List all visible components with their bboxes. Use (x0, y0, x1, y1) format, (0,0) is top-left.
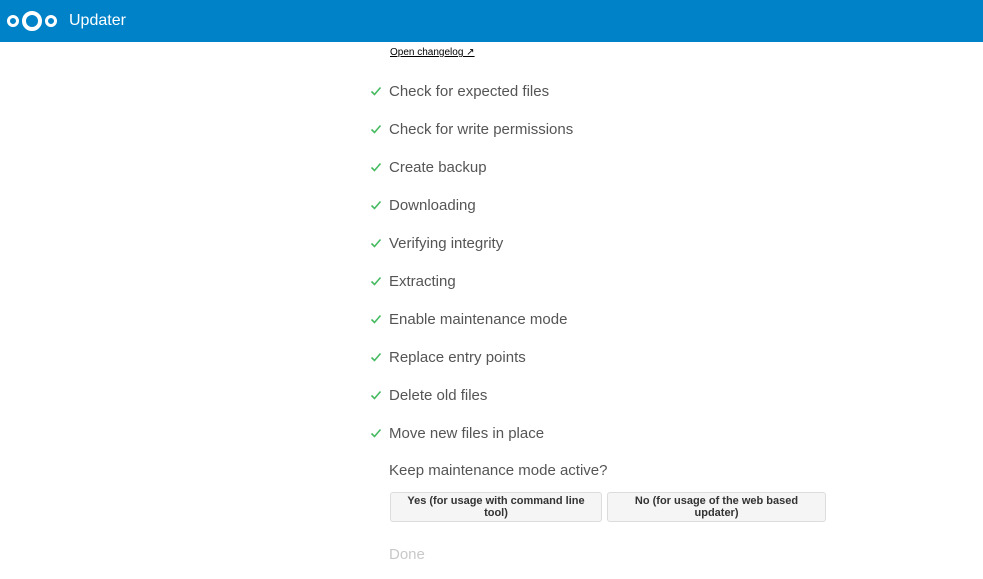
checkmark-icon (370, 351, 382, 363)
checkmark-icon (370, 275, 382, 287)
checkmark-icon (370, 237, 382, 249)
step-label: Enable maintenance mode (389, 310, 568, 328)
step-label: Extracting (389, 272, 456, 290)
checkmark-icon (370, 161, 382, 173)
step-create-backup (370, 157, 487, 177)
checkmark-icon (370, 199, 382, 211)
step-label: Downloading (389, 196, 476, 214)
open-changelog-link[interactable]: Open changelog ↗ (390, 47, 475, 58)
checkmark-icon (370, 85, 382, 97)
nextcloud-logo-icon (6, 9, 58, 33)
step-check-expected-files (370, 81, 549, 101)
step-label: Check for expected files (389, 82, 550, 100)
step-replace-entry-points (370, 347, 526, 367)
step-label: Move new files in place (389, 424, 545, 442)
step-check-write-permissions (370, 119, 573, 139)
step-verifying-integrity (370, 233, 503, 253)
app-header (0, 0, 983, 42)
step-delete-old-files (370, 385, 487, 405)
step-enable-maintenance-mode (370, 309, 567, 329)
checkmark-icon (370, 427, 382, 439)
step-extracting (370, 271, 456, 291)
step-label: Delete old files (389, 386, 488, 404)
checkmark-icon (370, 389, 382, 401)
keep-maintenance-no-button[interactable]: No (for usage of the web based updater) (607, 492, 826, 522)
app-title: Updater (69, 12, 126, 29)
step-label: Replace entry points (389, 348, 526, 366)
maintenance-question: Keep maintenance mode active? (389, 462, 608, 479)
checkmark-icon (370, 123, 382, 135)
checkmark-icon (370, 313, 382, 325)
step-label: Create backup (389, 158, 487, 176)
step-downloading (370, 195, 476, 215)
step-label: Verifying integrity (389, 234, 504, 252)
done-step: Done (389, 546, 425, 563)
keep-maintenance-yes-button[interactable]: Yes (for usage with command line tool) (390, 492, 602, 522)
step-label: Check for write permissions (389, 120, 574, 138)
step-move-new-files (370, 423, 544, 443)
